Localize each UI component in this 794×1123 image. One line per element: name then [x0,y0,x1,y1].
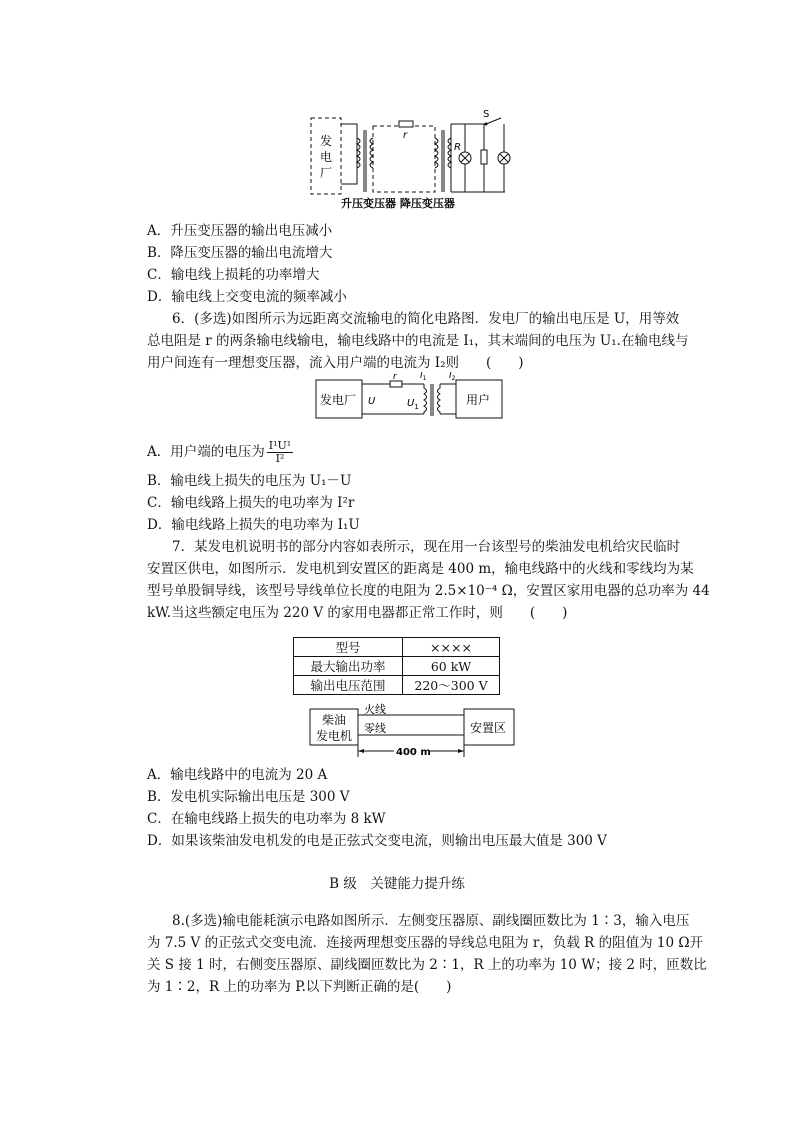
q7-live-wire-label: 火线 [364,703,386,716]
q7-generator-label-1: 柴油 [322,713,347,727]
fraction-numerator: I¹U¹ [268,439,292,452]
q6-U-label: U [368,396,376,407]
q8-stem-line2: 为 7.5 V 的正弦式交变电流．连接两理想变压器的导线总电阻为 r，负载 R 的阻值为 10 Ω开 [147,935,704,951]
q6-stem-line2: 总电阻是 r 的两条输电线输电，输电线路中的电流是 I₁，其末端间的电压为 U₁.在输电线与 [147,333,689,349]
q6-r-label: r [393,372,397,382]
q7-stem-line1: 7．某发电机说明书的部分内容如表所示，现在用一台该型号的柴油发电机给灾民临时 [172,539,681,555]
q7-spec-table [293,637,500,695]
q7-generator-label-2: 发电机 [316,729,353,743]
generator-label-1: 发 [320,134,333,148]
q8-stem-line4: 为 1∶2，R 上的功率为 P.以下判断正确的是( ) [147,979,452,995]
table-cell: 输出电压范围 [294,676,403,695]
table-cell: 型号 [294,638,403,657]
q7-option-a: A．输电线路中的电流为 20 A [147,767,328,783]
q7-neutral-wire-label: 零线 [364,722,386,735]
q5-option-d: D．输电线上交变电流的频率减小 [147,289,347,305]
q6-option-a-fraction [267,440,293,465]
transmission-circuit-figure [305,108,520,210]
generator-label-2: 电 [320,150,333,164]
table-cell: 220～300 V [403,676,500,695]
figure-caption: 升压变压器 降压变压器 [341,197,455,210]
q7-stem-line2: 安置区供电，如图所示．发电机到安置区的距离是 400 m，输电线路中的火线和零线均为某 [147,561,694,577]
q6-U1-label: $U_1$ [407,398,419,411]
line-resistor-label: r [403,130,408,141]
load-resistor [481,150,487,164]
q6-I1-label: $I_1$ [420,372,427,382]
q6-generator-label: 发电厂 [320,393,357,407]
q7-supply-figure [308,703,518,761]
q6-stem-line3: 用户间连有一理想变压器，流入用户端的电流为 I₂则 ( ) [147,355,524,371]
table-cell: ×××× [403,638,500,657]
table-cell: 60 kW [403,657,500,676]
resistor-R-label: R [454,142,461,153]
q6-option-a [147,440,293,465]
table-row [294,676,500,695]
q7-option-b: B．发电机实际输出电压是 300 V [147,789,350,805]
q7-stem-line4: kW.当这些额定电压为 220 V 的家用电器都正常工作时，则 ( ) [147,605,568,621]
fraction-denominator: I² [275,452,285,465]
q5-option-c: C．输电线上损耗的功率增大 [147,267,320,283]
q6-option-b: B．输电线上损失的电压为 U₁－U [147,473,352,489]
table-row [294,638,500,657]
table-row [294,657,500,676]
q7-area-label: 安置区 [470,721,507,735]
q6-option-d: D．输电线路上损失的电功率为 I₁U [147,517,360,533]
q6-circuit-figure [314,372,506,424]
q7-option-d: D．如果该柴油发电机发的电是正弦式交变电流，则输出电压最大值是 300 V [147,833,607,849]
q7-distance-label: 400 m [396,747,431,758]
section-title: B 级 关键能力提升练 [329,876,465,892]
q8-stem-line1: 8.(多选)输电能耗演示电路如图所示．左侧变压器原、副线圈匝数比为 1∶3，输入电压 [172,913,690,929]
q6-option-c: C．输电线路上损失的电功率为 I²r [147,495,355,511]
q8-stem-line3: 关 S 接 1 时，右侧变压器原、副线圈匝数比为 2∶1，R 上的功率为 10 W；接 2 时，匝数比 [147,957,707,973]
q6-stem-line1: 6．(多选)如图所示为远距离交流输电的简化电路图．发电厂的输出电压是 U，用等效 [172,311,680,327]
q5-option-b: B．降压变压器的输出电流增大 [147,245,333,261]
q6-user-label: 用户 [466,393,491,407]
q7-stem-line3: 型号单股铜导线，该型号导线单位长度的电阻为 2.5×10⁻⁴ Ω，安置区家用电器的总功率为 44 [147,583,710,599]
generator-label-3: 厂 [320,166,333,180]
q6-I2-label: $I_2$ [449,372,456,382]
line-resistor [399,121,413,127]
q7-option-c: C．在输电线路上损失的电功率为 8 kW [147,811,386,827]
table-cell: 最大输出功率 [294,657,403,676]
q5-option-a: A．升压变压器的输出电压减小 [147,223,333,239]
q6-option-a-text: A．用户端的电压为 [147,444,265,460]
switch-S-label: S [483,109,490,120]
